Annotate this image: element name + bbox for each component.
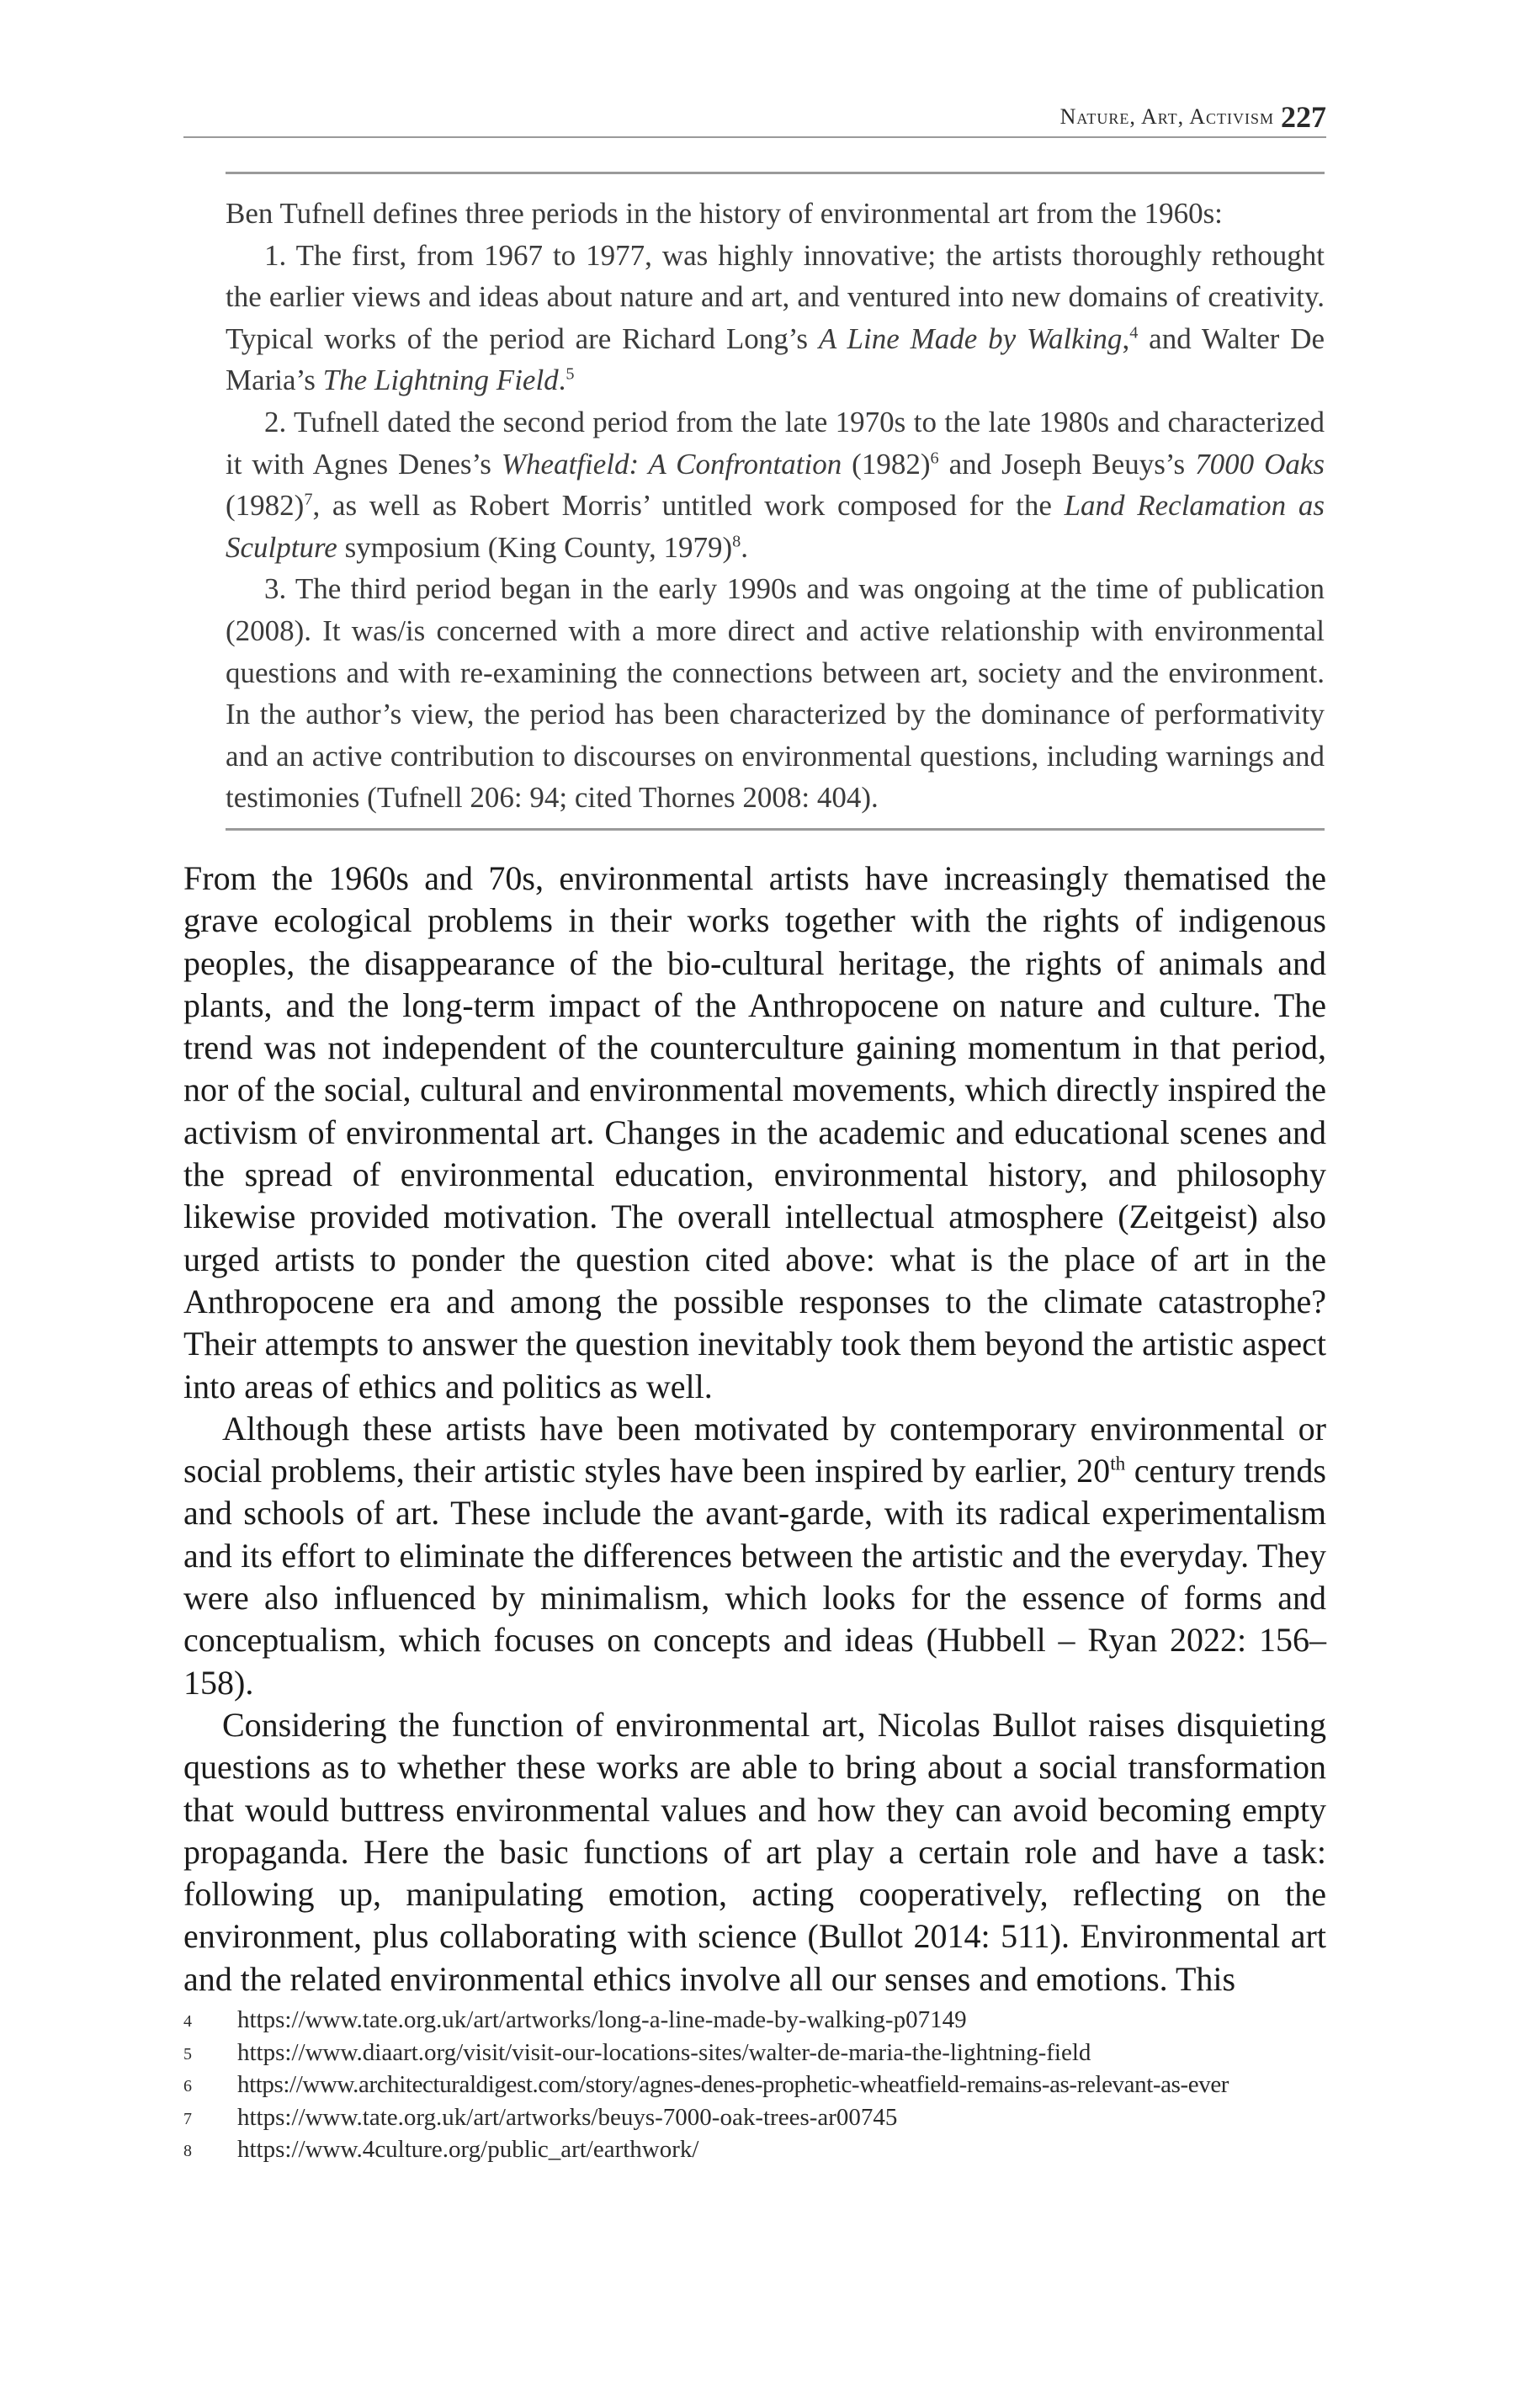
work-title: The Lightning Field (322, 364, 559, 397)
footnote-link[interactable]: https://www.tate.org.uk/art/artworks/long-a-line-made-by-walking-p07149 (237, 2006, 967, 2033)
running-title: Nature, Art, Activism (1059, 104, 1274, 129)
box-period-2: 2. Tufnell dated the second period from the late 1970s to the late 1980s and characterized it with Agnes Denes’s Wheatfield: A Confrontation $(1982)^6$ and Joseph Beuys’s 7000 Oaks $(1982)^7$, as well as Robert Morris’ untitled work composed for the Land Reclamation as Sculpture symposium (King County, 1979)$^8$. (226, 405, 1325, 564)
footnote-ref[interactable]: 7 (304, 490, 313, 509)
footnote (183, 2005, 1326, 2037)
box-intro: Ben Tufnell defines three periods in the history of environmental art from the 1960s: (226, 197, 1223, 230)
footnote-number: 5 (183, 2044, 192, 2064)
footnote-link[interactable]: https://www.tate.org.uk/art/artworks/beuys-7000-oak-trees-ar00745 (237, 2103, 898, 2131)
page-number: 227 (1281, 100, 1326, 134)
body-paragraph-2: Although these artists have been motivated by contemporary environmental or social problems, their artistic styles have been inspired by earlier, 20th century trends and schools of art. These include the avant-garde, with its radical experimentalism and its effort to eliminate the differences between the artistic and the everyday. They were also influenced by minimalism, which looks for the essence of forms and conceptualism, which focuses on concepts and ideas (Hubbell – Ryan 2022: 156–158). (183, 1409, 1326, 1702)
footnote-ref[interactable]: 8 (732, 532, 741, 551)
body-paragraph-3: Considering the function of environmental art, Nicolas Bullot raises disquieting questions as to whether these works are able to bring about a social transformation that would buttress environmental values and how they can avoid becoming empty propaganda. Here the basic functions of art play a certain role and have a task: following up, manipulating emotion, acting cooperatively, reflecting on the environment, plus collaborating with science (Bullot 2014: 511). Environmental art and the related environmental ethics involve all our senses and emotions. This (183, 1705, 1326, 1998)
footnote-ref[interactable]: 4 (1129, 323, 1139, 343)
work-title: Wheatfield: A Confrontation (501, 447, 842, 481)
footnote-link[interactable]: https://www.4culture.org/public_art/earthwork/ (237, 2136, 699, 2163)
work-title: Land Reclamation as Sculpture (226, 489, 1325, 564)
ordinal-suffix: th (1110, 1453, 1126, 1475)
body-paragraph-1: From the 1960s and 70s, environmental artists have increasingly thematised the grave ecological problems in their works together with the rights of indigenous peoples, the disappearance of the bio-cultural heritage, the rights of animals and plants, and the long-term impact of the Anthropocene on nature and culture. The trend was not independent of the counterculture gaining momentum in that period, nor of the social, cultural and environmental movements, which directly inspired the activism of environmental art. Changes in the academic and educational scenes and the spread of environmental education, environmental history, and philosophy likewise provided motivation. The overall intellectual atmosphere (Zeitgeist) also urged artists to ponder the question cited above: what is the place of art in the Anthropocene era and among the possible responses to the climate catastrophe? Their attempts to answer the question inevitably took them beyond the artistic aspect into areas of ethics and politics as well. (183, 859, 1326, 1405)
footnote-number: 6 (183, 2077, 192, 2096)
footnote (183, 2134, 1326, 2167)
footnote-ref[interactable]: 5 (566, 364, 575, 384)
footnote (183, 2069, 1326, 2102)
box-period-1: 1. The first, from 1967 to 1977, was highly innovative; the artists thoroughly rethought the earlier views and ideas about nature and art, and ventured into new domains of creativity. Typical works of the period are Richard Long’s A Line Made by Walking,$^4$ and Walter De Maria’s The Lightning Field.$^5$ (226, 238, 1325, 397)
footnote-number: 8 (183, 2142, 192, 2160)
box-period-3: 3. The third period began in the early 1990s and was ongoing at the time of publication (2008). It was/is concerned with a more direct and active relationship with environmental questions and with re-examining the connections between art, society and the environment. In the author’s view, the period has been characterized by the dominance of performativity and an active contribution to discourses on environmental questions, including warnings and testimonies (Tufnell 206: 94; cited Thornes 2008: 404). (226, 572, 1325, 815)
footnote (183, 2037, 1326, 2070)
summary-box (226, 172, 1325, 831)
footnote-link[interactable]: https://www.diaart.org/visit/visit-our-locations-sites/walter-de-maria-the-lightning-field (237, 2038, 1091, 2066)
footnote (183, 2102, 1326, 2135)
work-title: A Line Made by Walking (818, 321, 1123, 355)
footnote-number: 4 (183, 2012, 192, 2031)
footnote-link[interactable]: https://www.architecturaldigest.com/story/agnes-denes-prophetic-wheatfield-remains-as-relevant-as-ever (237, 2071, 1229, 2098)
footnote-number: 7 (183, 2109, 192, 2128)
footnote-ref[interactable]: 6 (930, 448, 939, 467)
footnotes (183, 2005, 1326, 2167)
main-text (183, 858, 1326, 2000)
work-title: 7000 Oaks (1195, 447, 1325, 481)
running-header (183, 99, 1326, 138)
